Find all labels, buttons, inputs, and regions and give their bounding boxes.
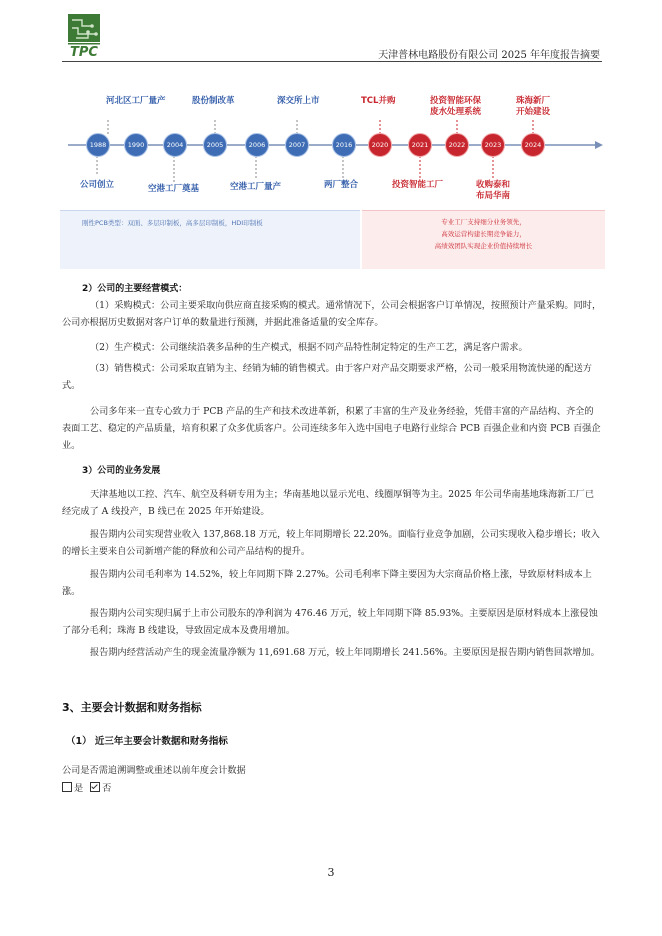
checkbox-yes-icon [62,782,72,792]
year-node-1988: 1988 [86,133,110,157]
company-history-timeline [60,90,605,270]
year-node-2004: 2004 [163,133,187,157]
event-label-2022-line2: 废水处理系统 [430,107,482,117]
year-node-2023: 2023 [481,133,505,157]
event-label-2022-line1: 投资智能环保 [430,96,482,106]
year-node-2005: 2005 [203,133,227,157]
event-label-2021: 投资智能工厂 [392,180,444,190]
paragraph-production: （2）生产模式：公司继续沿袭多品种的生产模式，根据不同产品特性制定特定的生产工艺，满足客户需求。 [90,342,528,353]
paragraph-overview: 公司多年来一直专心致力于 PCB 产品的生产和技术改进革新，积累了丰富的生产及业务经验，凭借丰富的产品结构、齐全的表面工艺、稳定的产品质量，培育积累了众多优质客户。公司连续多年入选中国电子电路行业综合 PCB 百强企业和内资 PCB 百强企业。 [62,406,601,451]
checkbox-no-checked-icon [90,782,100,792]
event-label-2005: 股份制改革 [192,96,235,106]
pcb-types-text: 刚性PCB类型：双面、多层印制板，高多层印制板，HDI印制板 [82,219,263,227]
paragraph-cash-flow: 报告期内经营活动产生的现金流量净额为 11,691.68 万元，较上年同期增长 241.56%。主要原因是报告期内销售回款增加。 [90,647,600,658]
event-label-2004: 空港工厂奠基 [148,184,200,194]
strategy-line-2: 高效运营构建长期竞争能力， [441,230,526,238]
header-divider [62,61,602,62]
event-label-2006: 空港工厂量产 [230,182,282,192]
year-node-2007: 2007 [285,133,309,157]
event-label-2016: 两厂整合 [324,180,359,190]
logo-text: TPC [70,45,98,60]
strategy-line-3: 高绩效团队实现企业价值持续增长 [434,242,533,250]
event-label-2024-line1: 珠海新厂 [516,96,551,106]
paragraph-net-profit: 报告期内公司实现归属于上市公司股东的净利润为 476.46 万元，较上年同期下降 85.93%。主要原因是原材料成本上涨侵蚀了部分毛利；珠海 B 线建设，导致固定成本及费用增加。 [62,608,598,636]
section-heading-accounting-data: 3、主要会计数据和财务指标 [62,701,202,714]
company-logo [62,12,106,62]
option-yes-label: 是 [74,783,84,794]
option-no-label: 否 [102,783,112,794]
year-node-2006: 2006 [245,133,269,157]
restatement-options [62,780,602,797]
year-node-1990: 1990 [124,133,148,157]
event-label-1988: 公司创立 [80,180,115,190]
event-label-2007: 深交所上市 [277,96,320,106]
subsection-heading-three-year-data: （1） 近三年主要会计数据和财务指标 [66,736,228,747]
year-node-2024: 2024 [521,133,545,157]
restatement-question: 公司是否需追溯调整或重述以前年度会计数据 [62,765,246,776]
paragraph-sales: （3）销售模式：公司采取直销为主、经销为辅的销售模式。由于客户对产品交期要求严格，公司一般采用物流快递的配送方式。 [62,363,592,391]
year-node-2016: 2016 [332,133,356,157]
page-number: 3 [327,866,335,879]
event-label-2024-line2: 开始建设 [516,107,551,117]
paragraph-bases: 天津基地以工控、汽车、航空及科研专用为主；华南基地以显示光电、线圈厚铜等为主。2025 年公司华南基地珠海新工厂已经完成了 A 线投产，B 线已在 2025 年开始建设。 [62,489,595,517]
heading-business-model: 2）公司的主要经营模式： [82,284,188,294]
event-label-1990: 河北区工厂量产 [106,96,166,106]
year-node-2022: 2022 [445,133,469,157]
heading-business-development: 3）公司的业务发展 [82,466,161,476]
paragraph-procurement: （1）采购模式：公司主要采取向供应商直接采购的模式。通常情况下，公司会根据客户订单情况，按照预计产量采购。同时，公司亦根据历史数据对客户订单的数量进行预测，并据此准备适量的安全库存。 [62,300,602,328]
strategy-line-1: 专业工厂支持细分业务领先， [441,218,526,226]
paragraph-revenue: 报告期内公司实现营业收入 137,868.18 万元，较上年同期增长 22.20%。面临行业竞争加剧，公司实现收入稳步增长；收入的增长主要来自公司新增产能的释放和公司产品结构的提升。 [62,529,600,557]
report-header-title: 天津普林电路股份有限公司 2025 年年度报告摘要 [378,50,600,61]
year-node-2020: 2020 [368,133,392,157]
event-label-2023-line1: 收购泰和 [476,180,511,190]
paragraph-gross-margin: 报告期内公司毛利率为 14.52%，较上年同期下降 2.27%。公司毛利率下降主要因为大宗商品价格上涨，导致原材料成本上涨。 [62,569,592,597]
event-label-2023-line2: 布局华南 [476,191,511,201]
event-label-2020: TCL并购 [361,96,396,106]
year-node-2021: 2021 [408,133,432,157]
